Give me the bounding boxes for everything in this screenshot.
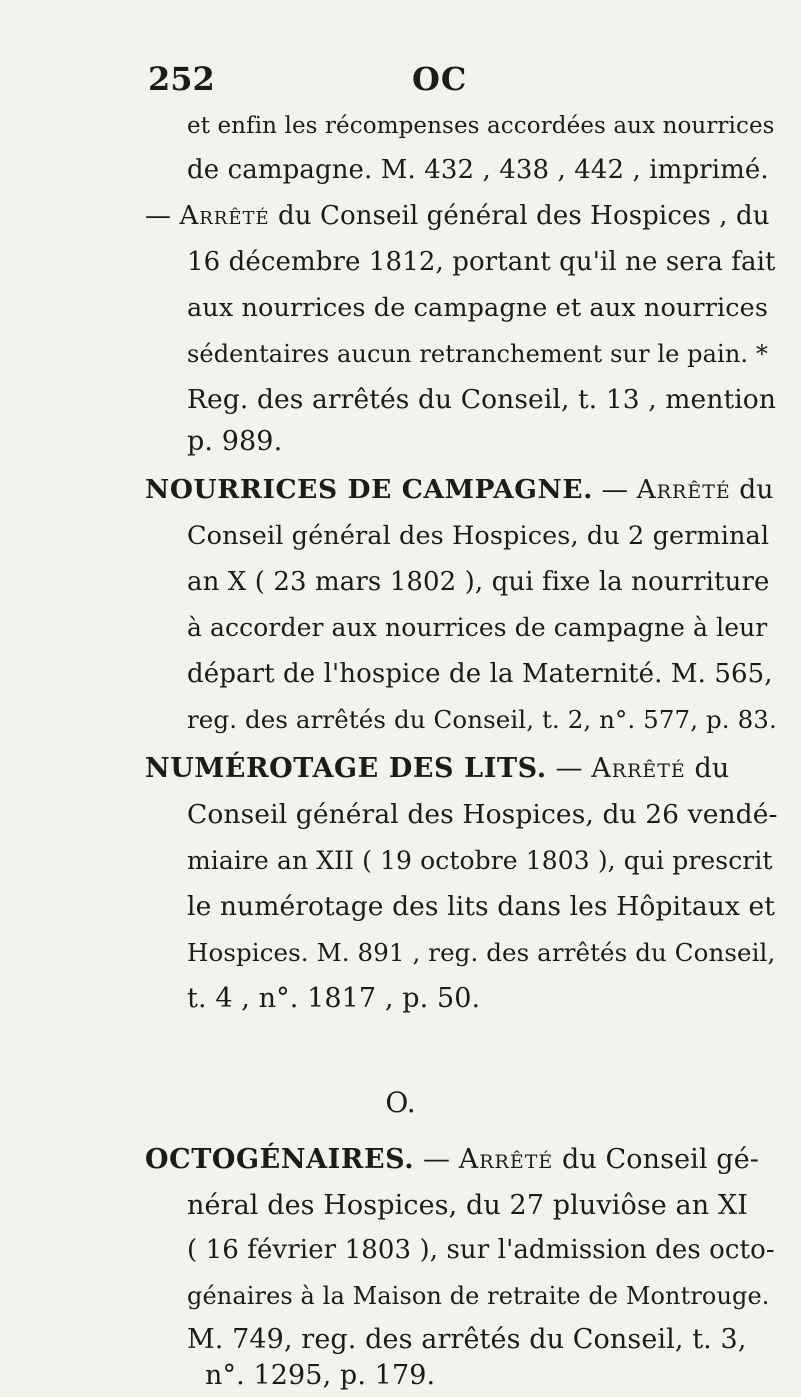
- text-line: Hospices. M. 891 , reg. des arrêtés du Conseil,: [187, 938, 776, 967]
- entry-text: du Conseil général des Hospices , du: [269, 201, 770, 231]
- text-line: reg. des arrêtés du Conseil, t. 2, n°. 577, p. 83.: [187, 705, 777, 734]
- page-number: 252: [148, 60, 215, 98]
- text-line: 16 décembre 1812, portant qu'il ne sera fait: [187, 247, 776, 277]
- entry-heading: OCTOGÉNAIRES.: [145, 1144, 415, 1175]
- entry-first-line: [145, 470, 774, 510]
- text-line: ( 16 février 1803 ), sur l'admission des octo-: [187, 1235, 775, 1265]
- arrete-label: Arrêté: [636, 474, 731, 505]
- arrete-label: Arrêté: [591, 753, 686, 784]
- running-head: OC: [412, 60, 468, 98]
- page-header: [0, 60, 801, 100]
- text-line: départ de l'hospice de la Maternité. M. 565,: [187, 659, 773, 689]
- entry-heading: NOURRICES DE CAMPAGNE.: [145, 474, 593, 505]
- arrete-label: Arrêté: [179, 201, 270, 231]
- arrete-label: Arrêté: [458, 1144, 554, 1175]
- text-line: Reg. des arrêtés du Conseil, t. 13 , mention: [187, 384, 777, 415]
- em-dash: —: [592, 474, 637, 505]
- entry-text: du Conseil gé-: [553, 1144, 759, 1175]
- text-line: an X ( 23 mars 1802 ), qui fixe la nourriture: [187, 567, 770, 597]
- text-line: Conseil général des Hospices, du 26 vendé-: [187, 799, 778, 830]
- text-line: t. 4 , n°. 1817 , p. 50.: [187, 983, 481, 1014]
- entry-first-line: [145, 196, 770, 236]
- text-line: et enfin les récompenses accordées aux nourrices: [187, 113, 775, 139]
- letter-heading: O.: [385, 1086, 416, 1119]
- text-line: aux nourrices de campagne et aux nourrices: [187, 293, 769, 323]
- text-line: miaire an XII ( 19 octobre 1803 ), qui prescrit: [187, 846, 773, 875]
- text-line: Conseil général des Hospices, du 2 germinal: [187, 521, 770, 551]
- text-line: le numérotage des lits dans les Hôpitaux et: [187, 891, 776, 922]
- text-line: n°. 1295, p. 179.: [205, 1360, 436, 1391]
- text-line: M. 749, reg. des arrêtés du Conseil, t. 3,: [187, 1324, 747, 1355]
- text-line: à accorder aux nourrices de campagne à leur: [187, 613, 768, 642]
- text-line: p. 989.: [187, 426, 283, 457]
- entry-first-line: [145, 1140, 759, 1180]
- text-line: néral des Hospices, du 27 pluviôse an XI: [187, 1190, 749, 1221]
- text-line: génaires à la Maison de retraite de Montrouge.: [187, 1282, 770, 1310]
- entry-text: du: [730, 474, 774, 505]
- text-line: de campagne. M. 432 , 438 , 442 , imprimé.: [187, 155, 769, 185]
- em-dash: —: [546, 753, 592, 784]
- em-dash: —: [414, 1144, 459, 1175]
- entry-heading: NUMÉROTAGE DES LITS.: [145, 753, 547, 784]
- em-dash: —: [145, 201, 180, 231]
- entry-first-line: [145, 749, 729, 789]
- entry-text: du: [685, 753, 730, 784]
- text-line: sédentaires aucun retranchement sur le pain. *: [187, 340, 768, 368]
